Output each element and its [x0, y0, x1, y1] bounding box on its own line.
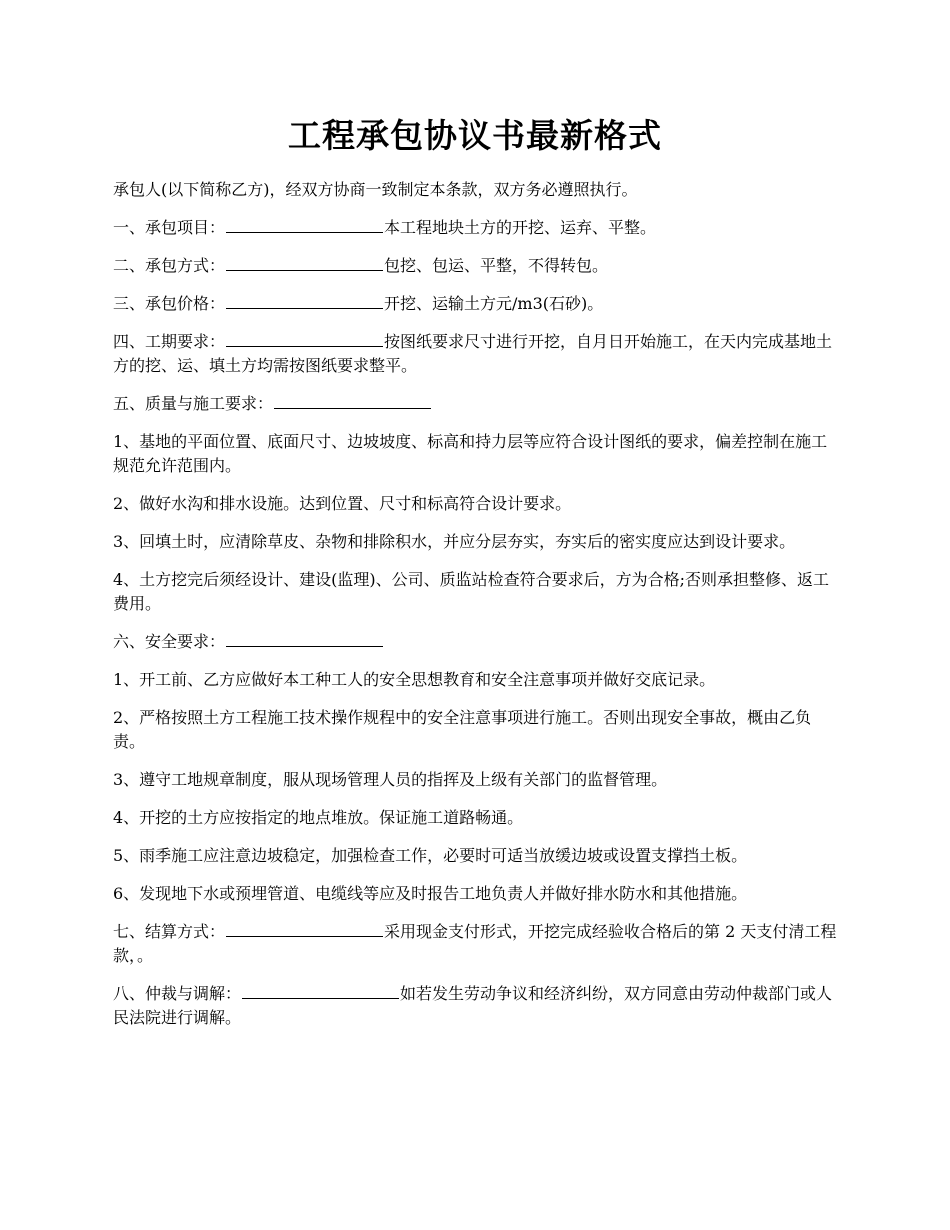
paragraph	[113, 568, 843, 616]
paragraph-text: 6、发现地下水或预埋管道、电缆线等应及时报告工地负责人并做好排水防水和其他措施。	[113, 884, 748, 903]
paragraph-text: 1、开工前、乙方应做好本工种工人的安全思想教育和安全注意事项并做好交底记录。	[113, 670, 716, 689]
paragraph	[113, 430, 843, 478]
paragraph-label: 六、安全要求：	[113, 632, 226, 651]
paragraph	[113, 768, 843, 792]
paragraph-text: 承包人(以下简称乙方)，经双方协商一致制定本条款，双方务必遵照执行。	[113, 180, 638, 199]
paragraph	[113, 392, 843, 416]
paragraph-text: 3、遵守工地规章制度，服从现场管理人员的指挥及上级有关部门的监督管理。	[113, 770, 668, 789]
paragraph	[113, 920, 843, 968]
paragraph	[113, 806, 843, 830]
paragraph-label: 三、承包价格：	[113, 294, 226, 313]
paragraph-text: 采用现金支付形式，开挖完成经验收合格后的第 2 天支付清工程款，。	[113, 922, 837, 965]
document-title: 工程承包协议书最新格式	[288, 116, 662, 155]
fill-in-blank	[226, 254, 383, 271]
paragraph	[113, 982, 843, 1030]
paragraph-text: 按图纸要求尺寸进行开挖，自月日开始施工，在天内完成基地土方的挖、运、填土方均需按图纸要求整平。	[113, 332, 833, 375]
paragraph	[113, 254, 843, 278]
paragraph-label: 四、工期要求：	[113, 332, 226, 351]
paragraph-label: 七、结算方式：	[113, 922, 226, 941]
paragraph-text: 1、基地的平面位置、底面尺寸、边坡坡度、标高和持力层等应符合设计图纸的要求，偏差控制在施工规范允许范围内。	[113, 432, 828, 475]
paragraph-text: 4、开挖的土方应按指定的地点堆放。保证施工道路畅通。	[113, 808, 524, 827]
paragraph-label: 五、质量与施工要求：	[113, 394, 274, 413]
fill-in-blank	[226, 330, 383, 347]
document-body	[113, 178, 843, 1044]
paragraph-label: 二、承包方式：	[113, 256, 226, 275]
paragraph	[113, 178, 843, 202]
paragraph	[113, 630, 843, 654]
paragraph-text: 本工程地块土方的开挖、运弃、平整。	[384, 218, 657, 237]
fill-in-blank	[226, 216, 383, 233]
paragraph	[113, 330, 843, 378]
paragraph-text: 5、雨季施工应注意边坡稳定，加强检查工作，必要时可适当放缓边坡或设置支撑挡土板。	[113, 846, 748, 865]
paragraph	[113, 216, 843, 240]
paragraph	[113, 882, 843, 906]
paragraph	[113, 844, 843, 868]
paragraph	[113, 292, 843, 316]
fill-in-blank	[226, 292, 383, 309]
paragraph	[113, 706, 843, 754]
paragraph-text: 2、严格按照土方工程施工技术操作规程中的安全注意事项进行施工。否则出现安全事故，概由乙负责。	[113, 708, 812, 751]
fill-in-blank	[226, 630, 383, 647]
paragraph	[113, 530, 843, 554]
paragraph-text: 2、做好水沟和排水设施。达到位置、尺寸和标高符合设计要求。	[113, 494, 572, 513]
paragraph-label: 八、仲裁与调解：	[113, 984, 242, 1003]
paragraph	[113, 492, 843, 516]
paragraph	[113, 668, 843, 692]
fill-in-blank	[242, 982, 399, 999]
paragraph-text: 开挖、运输土方元/m3(石砂)。	[384, 294, 604, 313]
fill-in-blank	[274, 392, 431, 409]
fill-in-blank	[226, 920, 383, 937]
paragraph-text: 3、回填土时，应清除草皮、杂物和排除积水，并应分层夯实，夯实后的密实度应达到设计要求。	[113, 532, 796, 551]
paragraph-text: 如若发生劳动争议和经济纠纷，双方同意由劳动仲裁部门或人民法院进行调解。	[113, 984, 833, 1027]
paragraph-text: 包挖、包运、平整，不得转包。	[384, 256, 609, 275]
paragraph-label: 一、承包项目：	[113, 218, 226, 237]
paragraph-text: 4、土方挖完后须经设计、建设(监理)、公司、质监站检查符合要求后，方为合格;否则承担整修、返工费用。	[113, 570, 830, 613]
